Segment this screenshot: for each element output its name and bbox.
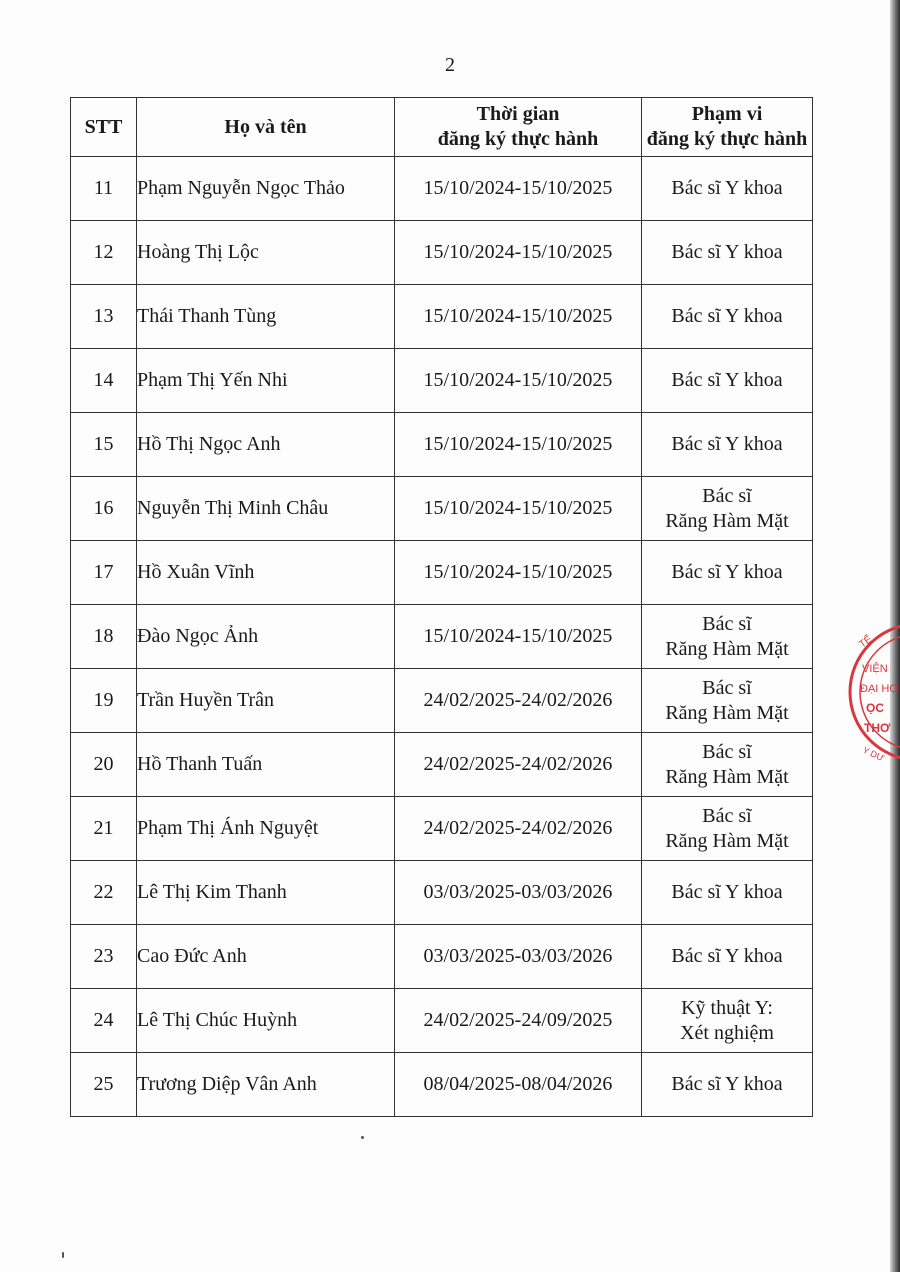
row-scope xyxy=(642,413,813,477)
row-scope-line: Bác sĩ Y khoa xyxy=(671,369,783,391)
row-scope-line: Bác sĩ Y khoa xyxy=(671,433,783,455)
row-stt: 11 xyxy=(71,157,137,221)
row-period: 15/10/2024-15/10/2025 xyxy=(395,157,642,221)
row-scope-line: Bác sĩ Y khoa xyxy=(671,241,783,263)
table-row xyxy=(71,733,813,797)
row-scope xyxy=(642,989,813,1053)
row-scope-line: Bác sĩ xyxy=(702,676,752,699)
row-scope xyxy=(642,477,813,541)
row-scope xyxy=(642,1053,813,1117)
row-name: Phạm Thị Ánh Nguyệt xyxy=(137,797,395,861)
svg-text:ĐẠI HỌ: ĐẠI HỌ xyxy=(860,683,898,695)
row-stt: 18 xyxy=(71,605,137,669)
row-name: Hồ Thị Ngọc Anh xyxy=(137,413,395,477)
row-period: 24/02/2025-24/02/2026 xyxy=(395,797,642,861)
row-period: 15/10/2024-15/10/2025 xyxy=(395,605,642,669)
page-number: 2 xyxy=(445,54,455,76)
row-stt: 15 xyxy=(71,413,137,477)
row-scope xyxy=(642,669,813,733)
scan-speck xyxy=(361,1136,364,1139)
row-period: 15/10/2024-15/10/2025 xyxy=(395,221,642,285)
row-stt: 14 xyxy=(71,349,137,413)
row-scope xyxy=(642,221,813,285)
row-scope-line: Bác sĩ Y khoa xyxy=(671,945,783,967)
svg-text:Y DƯ: Y DƯ xyxy=(861,744,886,764)
row-scope-line: Bác sĩ Y khoa xyxy=(671,881,783,903)
row-stt: 12 xyxy=(71,221,137,285)
row-scope-line: Bác sĩ Y khoa xyxy=(671,305,783,327)
svg-text:THƠ: THƠ xyxy=(864,721,891,735)
table-header-row xyxy=(71,98,813,157)
row-scope-line: Răng Hàm Mặt xyxy=(665,701,789,724)
row-name: Trần Huyền Trân xyxy=(137,669,395,733)
row-period: 15/10/2024-15/10/2025 xyxy=(395,477,642,541)
table-row xyxy=(71,221,813,285)
header-name: Họ và tên xyxy=(137,98,395,157)
row-period: 15/10/2024-15/10/2025 xyxy=(395,413,642,477)
row-scope-line: Răng Hàm Mặt xyxy=(665,509,789,532)
table-row xyxy=(71,605,813,669)
table-row xyxy=(71,989,813,1053)
table-row xyxy=(71,1053,813,1117)
row-period: 03/03/2025-03/03/2026 xyxy=(395,861,642,925)
row-name: Hồ Thanh Tuấn xyxy=(137,733,395,797)
header-scope xyxy=(642,98,813,157)
row-stt: 23 xyxy=(71,925,137,989)
row-name: Cao Đức Anh xyxy=(137,925,395,989)
header-time-line1: Thời gian xyxy=(476,103,560,125)
row-scope xyxy=(642,797,813,861)
header-time-line2: đăng ký thực hành xyxy=(437,128,599,150)
row-scope-line: Răng Hàm Mặt xyxy=(665,765,789,788)
red-seal-stamp xyxy=(848,612,900,772)
header-time xyxy=(395,98,642,157)
row-scope-line: Bác sĩ Y khoa xyxy=(671,177,783,199)
table-row xyxy=(71,349,813,413)
row-name: Lê Thị Chúc Huỳnh xyxy=(137,989,395,1053)
table-body xyxy=(71,157,813,1117)
row-period: 15/10/2024-15/10/2025 xyxy=(395,349,642,413)
row-name: Lê Thị Kim Thanh xyxy=(137,861,395,925)
row-stt: 22 xyxy=(71,861,137,925)
table-row xyxy=(71,157,813,221)
row-stt: 21 xyxy=(71,797,137,861)
table-row xyxy=(71,477,813,541)
row-scope-line: Xét nghiệm xyxy=(680,1021,774,1044)
row-scope-line: Bác sĩ xyxy=(702,484,752,507)
row-stt: 19 xyxy=(71,669,137,733)
row-name: Thái Thanh Tùng xyxy=(137,285,395,349)
row-name: Hoàng Thị Lộc xyxy=(137,221,395,285)
row-period: 03/03/2025-03/03/2026 xyxy=(395,925,642,989)
table-row xyxy=(71,861,813,925)
row-scope-line: Bác sĩ Y khoa xyxy=(671,1073,783,1095)
row-period: 15/10/2024-15/10/2025 xyxy=(395,541,642,605)
svg-text:VIỆN: VIỆN xyxy=(862,663,888,675)
row-scope-line: Bác sĩ xyxy=(702,740,752,763)
row-scope xyxy=(642,733,813,797)
row-scope-line: Bác sĩ xyxy=(702,612,752,635)
table-row xyxy=(71,669,813,733)
svg-text:TẾ: TẾ xyxy=(857,634,875,651)
row-scope-line: Bác sĩ xyxy=(702,804,752,827)
table-row xyxy=(71,541,813,605)
row-scope xyxy=(642,925,813,989)
row-scope-line: Kỹ thuật Y: xyxy=(681,996,773,1019)
registration-table xyxy=(70,97,813,1117)
row-period: 08/04/2025-08/04/2026 xyxy=(395,1053,642,1117)
header-scope-line1: Phạm vi xyxy=(691,103,763,125)
row-stt: 16 xyxy=(71,477,137,541)
row-period: 24/02/2025-24/09/2025 xyxy=(395,989,642,1053)
row-stt: 25 xyxy=(71,1053,137,1117)
row-scope xyxy=(642,605,813,669)
row-name: Hồ Xuân Vĩnh xyxy=(137,541,395,605)
header-stt: STT xyxy=(71,98,137,157)
row-scope xyxy=(642,157,813,221)
row-name: Phạm Nguyễn Ngọc Thảo xyxy=(137,157,395,221)
svg-text:ỌC: ỌC xyxy=(866,701,884,715)
row-name: Đào Ngọc Ảnh xyxy=(137,605,395,669)
table-row xyxy=(71,285,813,349)
row-scope xyxy=(642,861,813,925)
row-scope-line: Răng Hàm Mặt xyxy=(665,637,789,660)
seal-graphic xyxy=(848,612,900,772)
row-scope xyxy=(642,285,813,349)
table-row xyxy=(71,925,813,989)
row-scope xyxy=(642,349,813,413)
row-period: 24/02/2025-24/02/2026 xyxy=(395,669,642,733)
row-stt: 20 xyxy=(71,733,137,797)
row-stt: 24 xyxy=(71,989,137,1053)
table-row xyxy=(71,413,813,477)
row-period: 15/10/2024-15/10/2025 xyxy=(395,285,642,349)
row-stt: 17 xyxy=(71,541,137,605)
row-scope-line: Bác sĩ Y khoa xyxy=(671,561,783,583)
row-scope-line: Răng Hàm Mặt xyxy=(665,829,789,852)
table-row xyxy=(71,797,813,861)
header-scope-line2: đăng ký thực hành xyxy=(646,128,808,150)
scan-speck xyxy=(62,1252,64,1258)
row-stt: 13 xyxy=(71,285,137,349)
row-name: Trương Diệp Vân Anh xyxy=(137,1053,395,1117)
row-scope xyxy=(642,541,813,605)
row-name: Phạm Thị Yến Nhi xyxy=(137,349,395,413)
row-period: 24/02/2025-24/02/2026 xyxy=(395,733,642,797)
row-name: Nguyễn Thị Minh Châu xyxy=(137,477,395,541)
